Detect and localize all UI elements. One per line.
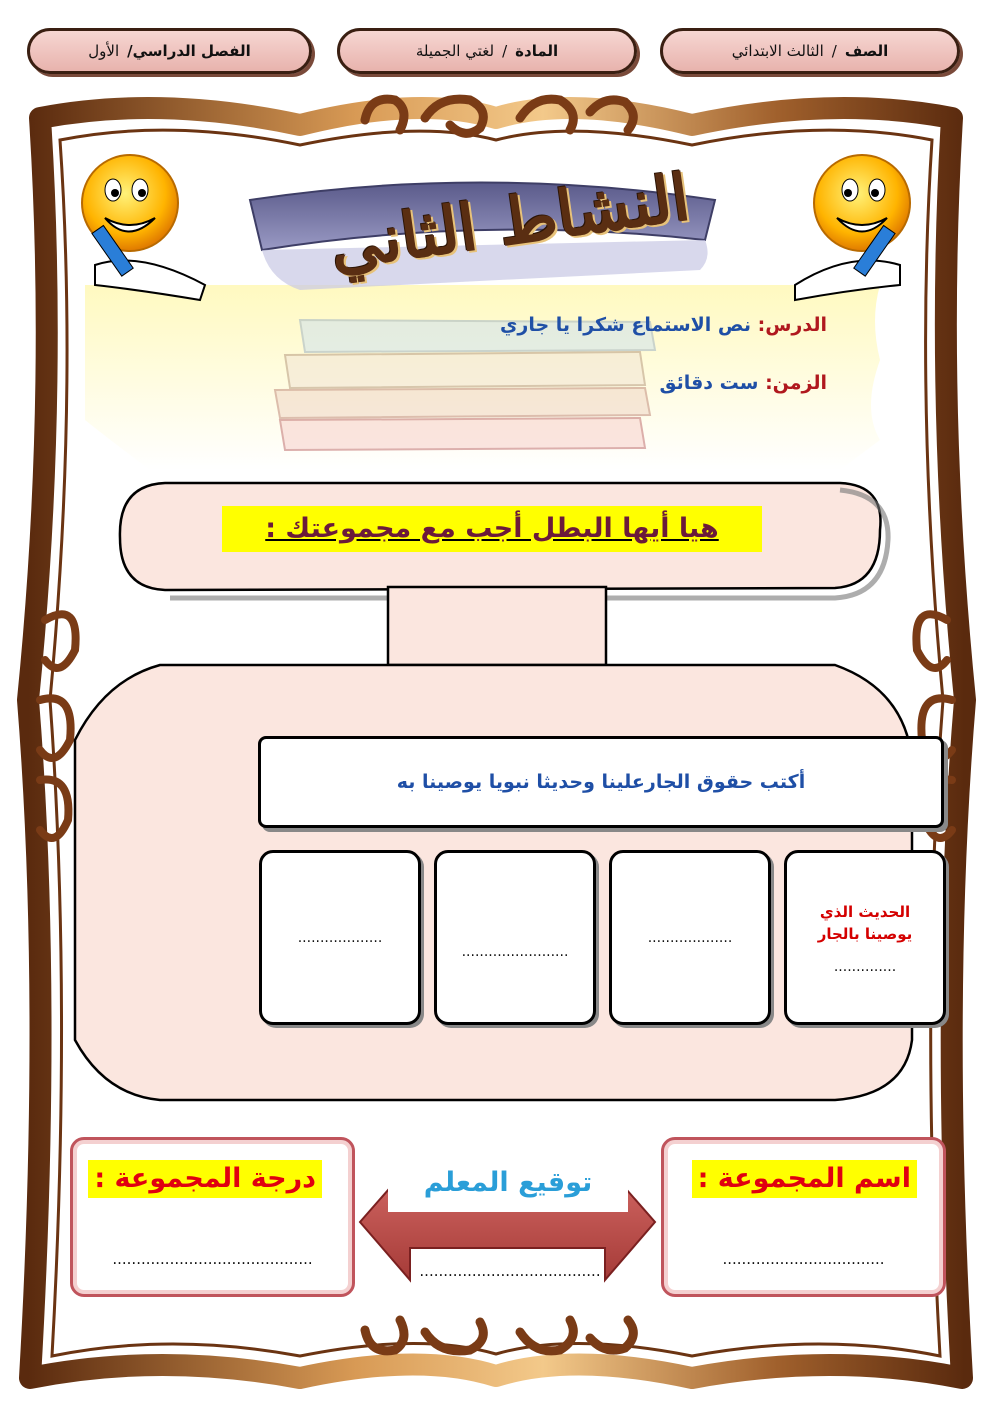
time-label: الزمن:: [765, 372, 827, 394]
subject-value: لغتي الجميلة: [415, 42, 495, 60]
teacher-signature-dots[interactable]: ......................................: [419, 1262, 601, 1280]
stem-shape: [388, 587, 606, 665]
task-box: [258, 736, 944, 828]
lesson-info: [500, 314, 827, 336]
smiley-pencil-left: [82, 155, 205, 300]
answer-card-3[interactable]: [434, 850, 596, 1025]
time-value: ست دقائق: [659, 372, 759, 394]
instruction-text: هيا أيها البطل أجب مع مجموعتك :: [222, 506, 762, 552]
group-name-label: اسم المجموعة :: [692, 1160, 917, 1198]
hadith-dots: ..............: [833, 958, 897, 975]
group-name-box[interactable]: [661, 1137, 946, 1297]
smiley-pencil-right: [795, 155, 910, 300]
hadith-prompt: [818, 901, 913, 945]
hadith-card[interactable]: [784, 850, 946, 1025]
teacher-signature-label: [388, 1152, 628, 1212]
separator: /: [502, 42, 508, 60]
group-grade-dots: ..........................................: [112, 1250, 313, 1268]
grade-label: الصف: [844, 42, 889, 60]
term-label: الفصل الدراسي/: [127, 42, 251, 60]
hadith-line-2: يوصينا بالجار: [817, 924, 913, 943]
time-info: [659, 372, 827, 394]
lesson-label: الدرس:: [757, 314, 827, 336]
answer-dots: ........................: [461, 943, 569, 960]
group-name-dots: ..................................: [722, 1250, 885, 1268]
answer-card-4[interactable]: [259, 850, 421, 1025]
subject-label: المادة: [515, 42, 559, 60]
books-image: [275, 320, 655, 450]
group-grade-label: درجة المجموعة :: [88, 1160, 322, 1198]
task-text: أكتب حقوق الجارعلينا وحديثا نبويا يوصينا به: [396, 771, 806, 793]
answer-card-2[interactable]: [609, 850, 771, 1025]
bottom-ornament: [365, 1320, 633, 1351]
group-grade-box[interactable]: [70, 1137, 355, 1297]
grade-value: الثالث الابتدائي: [731, 42, 824, 60]
separator: /: [831, 42, 837, 60]
activity-title: النشاط الثاني: [325, 160, 695, 285]
teacher-label-text: توقيع المعلم: [423, 1166, 593, 1198]
term-value: الأول: [88, 42, 120, 60]
answer-dots: ...................: [297, 929, 383, 946]
hadith-line-1: الحديث الذي: [819, 902, 911, 921]
answer-dots: ...................: [647, 929, 733, 946]
lesson-value: نص الاستماع شكرا يا جاري: [500, 314, 751, 336]
